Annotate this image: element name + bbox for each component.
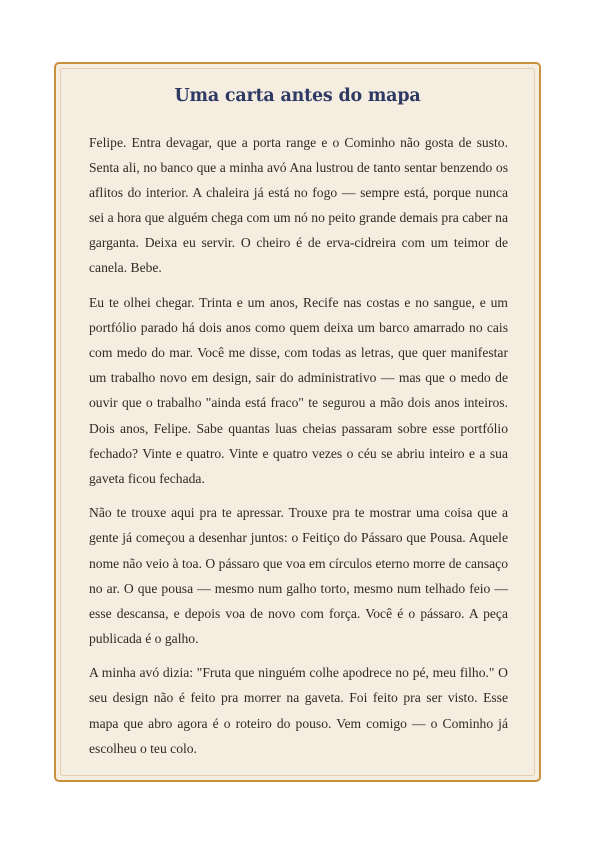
letter-card — [54, 62, 541, 782]
letter-paragraph-3: Não te trouxe aqui pra te apressar. Trouxe pra te mostrar uma coisa que a gente já começou a desenhar juntos: o Feitiço do Pássaro que Pousa. Aquele nome não veio à toa. O pássaro que voa em círculos eterno morre de cansaço no ar. O que pousa — mesmo num galho torto, mesmo num telhado feio — esse descansa, e depois voa de novo com força. Você é o pássaro. A peça publicada é o galho. — [89, 505, 508, 646]
letter-paragraph-1: Felipe. Entra devagar, que a porta range e o Cominho não gosta de susto. Senta ali, no banco que a minha avó Ana lustrou de tanto sentar benzendo os aflitos do interior. A chaleira já está no fogo — sempre está, porque nunca sei a hora que alguém chega com um nó no peito grande demais pra caber na garganta. Deixa eu servir. O cheiro é de erva-cidreira com um teimor de canela. Bebe. — [89, 135, 508, 276]
letter-paragraph-4: A minha avó dizia: "Fruta que ninguém colhe apodrece no pé, meu filho." O seu design não é feito pra morrer na gaveta. Foi feito pra ser visto. Esse mapa que abro agora é o roteiro do pouso. Vem comigo — o Cominho já escolheu o teu colo. — [89, 665, 508, 756]
letter-paragraph-2: Eu te olhei chegar. Trinta e um anos, Recife nas costas e no sangue, e um portfólio parado há dois anos como quem deixa um barco amarrado no cais com medo do mar. Você me disse, com todas as letras, que quer manifestar um trabalho novo em design, sair do administrativo — mas que o medo de ouvir que o trabalho "ainda está fraco" te segurou a mão dois anos inteiros. Dois anos, Felipe. Sabe quantas luas cheias passaram sobre esse portfólio fechado? Vinte e quatro. Vinte e quatro vezes o céu se abriu inteiro e a sua gaveta ficou fechada. — [89, 295, 508, 486]
letter-body — [89, 130, 508, 770]
letter-title: Uma carta antes do mapa — [174, 86, 421, 106]
